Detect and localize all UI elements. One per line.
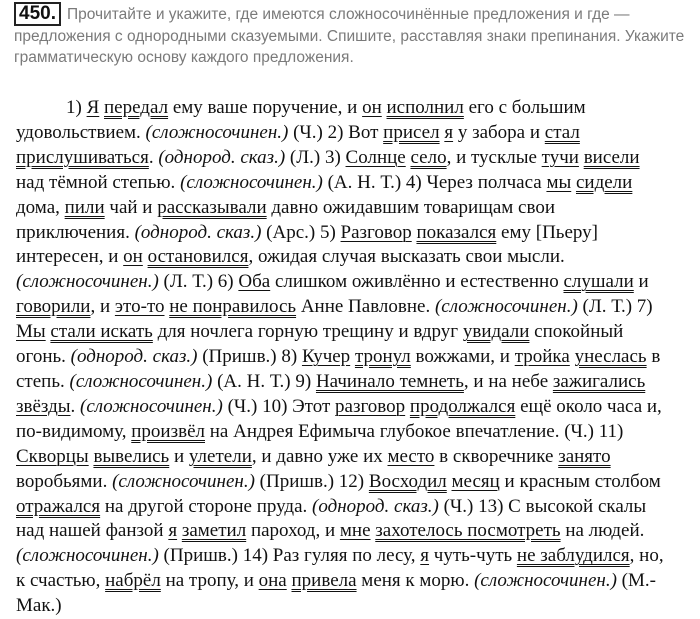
sentence-type-note: (однород. сказ.) xyxy=(312,495,439,517)
sentence-type-note: (однород. сказ.) xyxy=(158,146,286,168)
answer-line xyxy=(16,370,692,395)
text-segment: и xyxy=(633,271,649,293)
answer-line xyxy=(16,445,692,470)
subject-word: я xyxy=(444,121,454,143)
text-segment: ему [Пьеру] xyxy=(496,221,598,243)
predicate-word: не заблудился xyxy=(516,545,630,567)
predicate-word: отражался xyxy=(16,495,101,517)
answer-line xyxy=(16,320,692,345)
text-segment: (Пришв.) 14) Раз гуляя по лесу, xyxy=(158,545,421,567)
text-segment: и xyxy=(169,445,189,467)
answer-line xyxy=(16,519,692,544)
text-segment: , и тусклые xyxy=(446,146,542,168)
predicate-word: передал xyxy=(104,97,169,118)
task-line-1 xyxy=(14,2,690,26)
predicate-word: село xyxy=(410,146,447,168)
text-segment: (М.- xyxy=(616,570,656,592)
answer-line xyxy=(16,196,692,221)
subject-word: разговор xyxy=(335,395,406,417)
subject-word: мы xyxy=(546,171,572,193)
text-segment: (Л. Т.) 7) xyxy=(577,296,653,318)
predicate-word: набрёл xyxy=(105,570,161,592)
predicate-word: занято xyxy=(558,445,611,467)
predicate-word: слушали xyxy=(563,271,634,293)
text-segment: , но, xyxy=(629,545,664,567)
text-segment: к счастью, xyxy=(16,570,106,592)
predicate-word: присел xyxy=(383,121,440,143)
predicate-word: захотелось посмотреть xyxy=(375,520,561,542)
answer-line xyxy=(16,295,692,320)
text-segment: интересен, и xyxy=(16,246,124,268)
text-segment: (А. Н. Т.) 9) xyxy=(212,370,316,392)
subject-word: тучи xyxy=(541,146,579,168)
task-line-2: предложения с однородными сказуемыми. Спишите, расставляя знаки препинания. Укажите xyxy=(14,28,685,45)
subject-word: я xyxy=(420,545,430,567)
predicate-word: прислушиваться xyxy=(16,146,149,168)
predicate-word: стал xyxy=(544,121,580,143)
sentence-type-note: (сложносочинен.) xyxy=(434,296,578,318)
text-segment: (Пришв.) 8) xyxy=(197,346,302,368)
sentence-type-note: (сложносочинен.) xyxy=(16,271,159,293)
sentence-type-note: (сложносочинен.) xyxy=(180,171,323,193)
text-segment: . xyxy=(148,146,159,168)
subject-word: мне xyxy=(339,520,371,542)
answer-line xyxy=(16,96,692,121)
text-segment: (А. Н. Т.) 4) Через полчаса xyxy=(322,171,547,193)
subject-word: Я xyxy=(86,97,100,118)
predicate-word: произвёл xyxy=(131,420,205,442)
predicate-word: тронул xyxy=(354,346,411,368)
answer-line xyxy=(16,594,692,619)
sentence-type-note: (сложносочинен.) xyxy=(145,121,289,143)
predicate-word: Восходил xyxy=(368,470,447,492)
predicate-word: привела xyxy=(291,570,357,592)
text-segment: чуть-чуть xyxy=(429,545,517,567)
text-segment: приключения. xyxy=(16,221,135,243)
text-segment: его с большим xyxy=(463,97,586,118)
subject-word: Разговор xyxy=(340,221,412,243)
text-segment: над тёмной степью. xyxy=(16,171,181,193)
answer-line xyxy=(16,121,692,146)
text-segment: на тропу, и xyxy=(160,570,259,592)
text-segment: давно ожидавшим товарищам свои xyxy=(266,196,555,218)
predicate-word: рассказывали xyxy=(157,196,267,218)
text-segment: воробьями. xyxy=(16,470,113,492)
answer-text xyxy=(16,96,692,619)
subject-word: это-то xyxy=(114,296,165,318)
text-segment: (Л.) 3) xyxy=(285,146,346,168)
subject-word: она xyxy=(258,570,287,592)
answer-line xyxy=(16,221,692,246)
sentence-type-note: (однород. сказ.) xyxy=(70,346,198,368)
text-segment: вожжами, и xyxy=(410,346,515,368)
text-segment: (Ч.) 2) Вот xyxy=(288,121,384,143)
predicate-word: зажигались xyxy=(552,370,646,392)
subject-word: он xyxy=(123,246,143,268)
text-segment: удовольствием. xyxy=(16,121,146,143)
subject-word: Кучер xyxy=(301,346,351,368)
predicate-word: говорили xyxy=(16,296,91,318)
answer-line xyxy=(16,569,692,594)
text-segment: (Л. Т.) 6) xyxy=(158,271,239,293)
predicate-word: Начинало темнеть xyxy=(315,370,464,392)
predicate-word: увидали xyxy=(462,321,530,343)
predicate-word: унеслась xyxy=(574,346,647,368)
text-segment: (Ч.) 13) С высокой скалы xyxy=(438,495,647,517)
answer-line xyxy=(16,270,692,295)
text-segment: в xyxy=(646,346,661,368)
predicate-word: висели xyxy=(583,146,640,168)
text-segment: ему ваше поручение, и xyxy=(168,97,363,118)
text-segment: . xyxy=(70,395,81,417)
exercise-number: 450. xyxy=(14,2,61,26)
text-segment: , и xyxy=(90,296,115,318)
subject-word: он xyxy=(362,97,382,118)
text-segment: , ожидая случая высказать свои мысли. xyxy=(248,246,565,268)
answer-line xyxy=(16,495,692,520)
predicate-word: остановился xyxy=(147,246,249,268)
sentence-type-note: (сложносочинен.) xyxy=(80,395,223,417)
answer-line xyxy=(16,395,692,420)
sentence-type-note: (сложносочинен.) xyxy=(474,570,617,592)
sentence-type-note: (однород. сказ.) xyxy=(134,221,262,243)
text-segment: ещё около часа и, xyxy=(515,395,662,417)
text-segment: огонь. xyxy=(16,346,71,368)
text-segment: слишком оживлённо и естественно xyxy=(270,271,564,293)
predicate-word: сидели xyxy=(575,171,633,193)
subject-word: Скворцы xyxy=(16,445,89,467)
predicate-word: не понравилось xyxy=(169,296,297,318)
sentence-type-note: (сложносочинен.) xyxy=(16,545,159,567)
text-segment: чай и xyxy=(104,196,158,218)
text-segment: по-видимому, xyxy=(16,420,132,442)
text-segment: и красным столбом xyxy=(499,470,661,492)
answer-line xyxy=(16,544,692,569)
answer-line xyxy=(16,345,692,370)
text-segment: над нашей фанзой xyxy=(16,520,169,542)
answer-line xyxy=(16,420,692,445)
text-segment: спокойный xyxy=(529,321,624,343)
predicate-word: заметил xyxy=(181,520,247,542)
subject-word: тройка xyxy=(514,346,570,368)
task-text-1: Прочитайте и укажите, где имеются сложносочинённые предложения и где — xyxy=(66,6,630,23)
answer-line xyxy=(16,245,692,270)
text-segment: меня к морю. xyxy=(356,570,475,592)
predicate-word: продолжался xyxy=(409,395,516,417)
text-segment: , и давно уже их xyxy=(251,445,388,467)
subject-word: я xyxy=(168,520,178,542)
text-segment: на людей. xyxy=(560,520,645,542)
text-segment: дома, xyxy=(16,196,65,218)
text-segment: Анне Павловне. xyxy=(296,296,435,318)
text-segment: для ночлега горную трещину и вдруг xyxy=(152,321,463,343)
task-line-3: грамматическую основу каждого предложения. xyxy=(14,49,354,66)
predicate-word: вывелись xyxy=(93,445,170,467)
subject-word: звёзды xyxy=(16,395,71,417)
text-segment: 1) xyxy=(66,97,87,118)
answer-line xyxy=(16,146,692,171)
predicate-word: исполнил xyxy=(386,97,464,118)
text-segment: (Пришв.) 12) xyxy=(254,470,369,492)
predicate-word: показался xyxy=(416,221,497,243)
text-segment: на другой стороне пруда. xyxy=(100,495,313,517)
task-instructions xyxy=(14,2,690,68)
answer-line xyxy=(16,470,692,495)
text-segment: в скворечнике xyxy=(434,445,559,467)
text-segment: Мак.) xyxy=(16,595,62,617)
text-segment: степь. xyxy=(16,370,70,392)
text-segment: на Андрея Ефимыча глубокое впечатление. (Ч.) 11) xyxy=(205,420,624,442)
sentence-type-note: (сложносочинен.) xyxy=(69,370,213,392)
predicate-word: стали искать xyxy=(50,321,153,343)
sentence-type-note: (сложносочинен.) xyxy=(112,470,255,492)
predicate-word: улетели xyxy=(188,445,252,467)
text-segment: (Ч.) 10) Этот xyxy=(222,395,336,417)
text-segment: , и на небе xyxy=(463,370,553,392)
text-segment: у забора и xyxy=(453,121,545,143)
subject-word: место xyxy=(387,445,435,467)
subject-word: месяц xyxy=(451,470,500,492)
answer-line xyxy=(16,171,692,196)
text-segment: пароход, и xyxy=(246,520,340,542)
text-segment: (Арс.) 5) xyxy=(261,221,341,243)
subject-word: Оба xyxy=(238,271,271,293)
subject-word: Мы xyxy=(16,321,46,343)
predicate-word: пили xyxy=(64,196,105,218)
subject-word: Солнце xyxy=(345,146,406,168)
